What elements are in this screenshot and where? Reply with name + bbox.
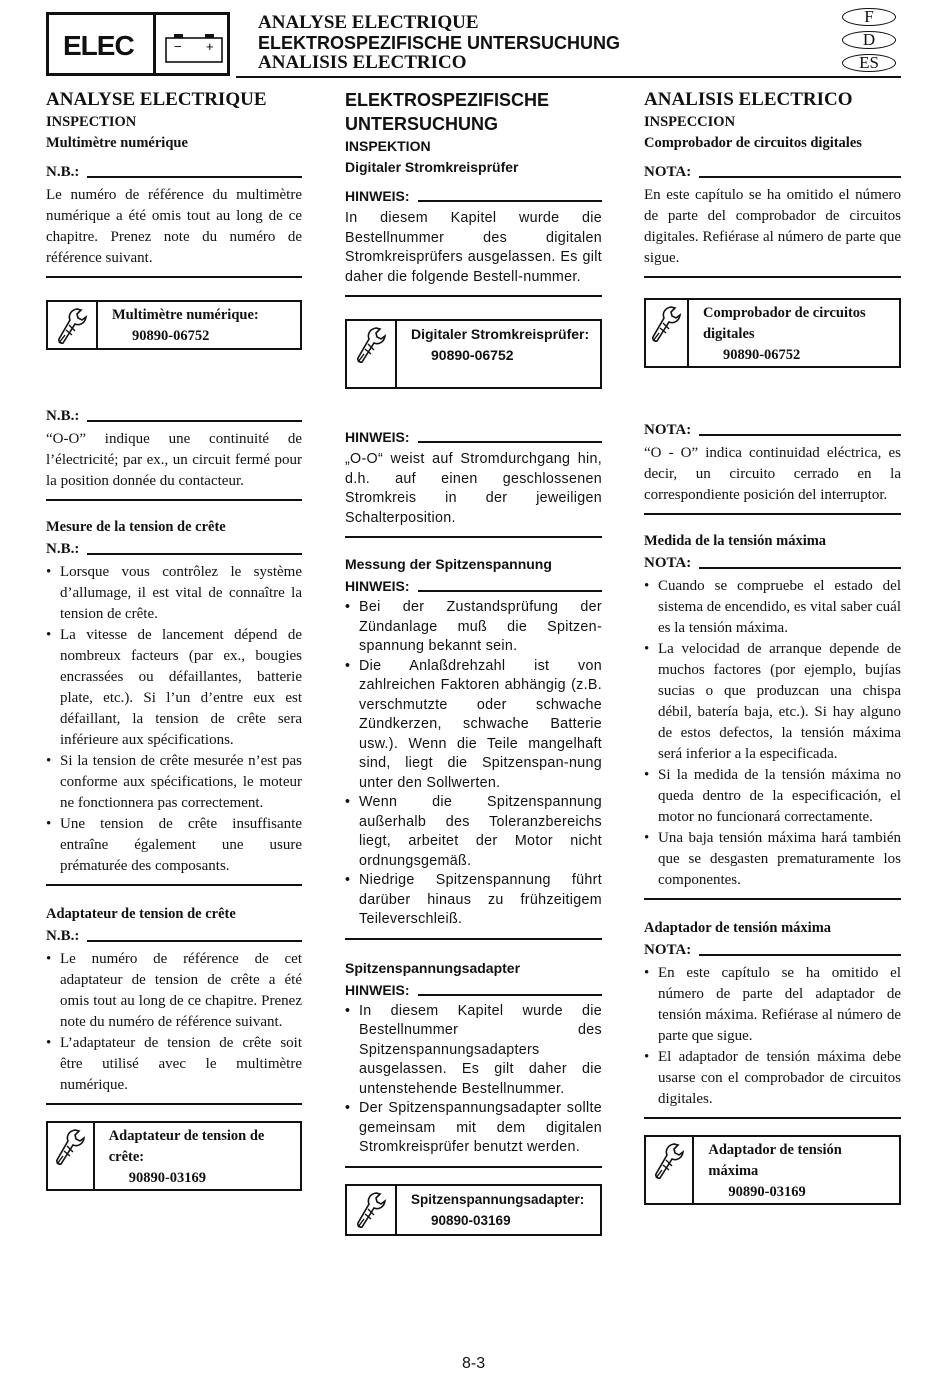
note-end-rule — [644, 513, 901, 515]
tool-box — [46, 300, 302, 350]
list-item: • La vitesse de lancement dépend de nombreux facteurs (par ex., bougies encrassées ou défaillantes, batterie plate, etc.). Si l’un d’entre eux est défaillant, la tension de crête sera inférieure aux spécifications. — [46, 627, 302, 748]
note-text: “O - O” indica continuidad eléctrica, es decir, un circuito cerrado en la correspondiente posición del interruptor. — [644, 445, 901, 503]
note-rule — [418, 441, 602, 443]
list-item: • Cuando se compruebe el estado del sistema de encendido, es vital saber cuál es la tensión máxima. — [644, 578, 901, 636]
list-item: • El adaptador de tensión máxima debe usarse con el comprobador de circuitos digitales. — [644, 1049, 901, 1107]
note-label: NOTA: — [644, 422, 692, 438]
heading-adapter: Adaptateur de tension de crête — [46, 906, 236, 922]
page-number: 8-3 — [462, 1355, 486, 1372]
header-title-de: ELEKTROSPEZIFISCHE UNTERSUCHUNG — [258, 33, 621, 53]
lang-badge-es: ES — [842, 54, 896, 72]
subtitle: Multimètre numérique — [46, 135, 188, 151]
note-label: HINWEIS: — [345, 981, 410, 998]
note-label: N.B.: — [46, 928, 80, 944]
tool-part-number: 90890-03169 — [728, 1184, 806, 1200]
note-rule — [87, 420, 302, 422]
tool-icon-cell — [646, 1137, 694, 1203]
note-end-rule — [345, 295, 602, 297]
tool-part-number: 90890-03169 — [128, 1170, 207, 1186]
list-item: • In diesem Kapitel wurde die Bestellnummer des Spitzenspannungsadapters ausgelassen. Es gilt daher die untenstehende Bestellnummer. — [345, 1002, 602, 1097]
note-header — [46, 539, 302, 559]
list-item: • Le numéro de référence de cet adaptateur de tension de crête a été omis tout au long de ce chapitre. Prenez note du numéro de référence suivant. — [46, 951, 302, 1030]
section-code-box — [46, 12, 230, 76]
list-item: • La velocidad de arranque depende de muchos factores (por ejemplo, bujías sucias o que produzcan una chispa débil, batería baja, etc.). Si hay alguno de estos defectos, la tensión máxima será inferior a la especificada. — [644, 641, 901, 762]
tool-name: Digitaler Stromkreisprüfer: — [411, 326, 590, 342]
note-end-rule — [345, 1166, 602, 1168]
note-label: HINWEIS: — [345, 188, 410, 204]
battery-plus: + — [206, 39, 214, 54]
inspection-label: INSPECTION — [46, 114, 137, 130]
note-end-rule — [46, 276, 302, 278]
heading-peak-voltage: Mesure de la tension de crête — [46, 519, 226, 535]
note-rule — [699, 434, 901, 436]
tool-icon-cell — [48, 302, 98, 348]
note-text: “O-O” indique une continuité de l’électricité; par ex., un circuit fermé pour la position donnée du contacteur. — [46, 431, 302, 489]
tool-box — [345, 1184, 602, 1236]
list-item: • Si la medida de la tensión máxima no queda dentro de la especificación, el motor no funcionará correctamente. — [644, 767, 901, 825]
list-item: • Wenn die Spitzenspannung außerhalb des Toleranzbereichs liegt, arbeitet der Motor nicht ordnungsgemäß. — [345, 794, 602, 869]
note-header — [345, 980, 602, 1000]
note-text: Le numéro de référence du multimètre numérique a été omis tout au long de ce chapitre. Prenez note du numéro de référence suivant. — [46, 187, 302, 266]
note-label: NOTA: — [644, 942, 692, 958]
note-label: NOTA: — [644, 555, 692, 571]
note-end-rule — [46, 884, 302, 886]
list-item: • L’adaptateur de tension de crête soit être utilisé avec le multimètre numérique. — [46, 1035, 302, 1093]
list-item: • Una baja tensión máxima hará también que se desgasten prematuramente los componentes. — [644, 830, 901, 888]
header-titles — [258, 13, 620, 73]
note-rule — [87, 553, 302, 555]
note-rule — [87, 940, 302, 942]
tool-box — [46, 1121, 302, 1191]
tool-name: Spitzenspannungsadapter: — [411, 1191, 585, 1207]
wrench-tool-icon — [652, 1140, 686, 1182]
note-header — [644, 940, 901, 960]
tool-box — [644, 298, 901, 368]
note-label: N.B.: — [46, 164, 80, 180]
note-rule — [418, 200, 602, 202]
list-item: • Une tension de crête insuffisante entraîne également une usure prématurée des composants. — [46, 816, 302, 874]
note-label: N.B.: — [46, 408, 80, 424]
tool-name: Comprobador de circuitos digitales — [702, 305, 866, 342]
tool-part-number: 90890-06752 — [431, 347, 514, 363]
note-header — [644, 162, 901, 182]
list-item: • Niedrige Spitzenspannung führt darüber hinaus zu frühzeitigem Teileverschleiß. — [345, 872, 602, 927]
list-item: • Lorsque vous contrôlez le système d’allumage, il est vital de connaître la tension de crête. — [46, 564, 302, 622]
wrench-tool-icon — [55, 305, 89, 347]
lang-badge-f: F — [842, 8, 896, 26]
note-label: NOTA: — [644, 164, 692, 180]
lang-badge-d: D — [842, 31, 896, 49]
wrench-tool-icon — [354, 1189, 388, 1231]
subtitle: Digitaler Stromkreisprüfer — [345, 159, 519, 175]
note-label: N.B.: — [46, 541, 80, 557]
tool-box — [644, 1135, 901, 1205]
tool-icon-cell — [48, 1123, 95, 1189]
tool-part-number: 90890-06752 — [132, 328, 210, 344]
note-rule — [418, 590, 602, 592]
note-header — [644, 553, 901, 573]
note-end-rule — [644, 276, 901, 278]
battery-minus: − — [174, 39, 182, 54]
list-item: • Bei der Zustandsprüfung der Zündanlage muß die Spitzen-spannung bekannt sein. — [345, 599, 602, 654]
inspection-label: INSPEKTION — [345, 138, 431, 154]
column-de — [345, 88, 602, 1236]
tool-icon-cell — [646, 300, 689, 366]
note-label: HINWEIS: — [345, 429, 410, 445]
note-end-rule — [46, 499, 302, 501]
heading-adapter: Spitzenspannungsadapter — [345, 959, 521, 976]
note-rule — [699, 176, 901, 178]
list-item: • Die Anlaßdrehzahl ist von zahlreichen Faktoren abhängig (z.B. verschmutzte oder schwache Zündkerzen, schwache Batterie usw.). Wenn die Teile mangelhaft sind, liegt die Spitzenspan-nung unter den Sollwerten. — [345, 657, 602, 791]
note-end-rule — [644, 898, 901, 900]
column-es — [644, 88, 901, 1205]
note-rule — [699, 954, 901, 956]
note-rule — [87, 176, 302, 178]
note-end-rule — [345, 536, 602, 538]
tool-box — [345, 319, 602, 389]
section-code: ELEC — [63, 30, 134, 61]
header-title-es: ANALISIS ELECTRICO — [258, 52, 467, 73]
wrench-tool-icon — [354, 324, 388, 366]
wrench-tool-icon — [53, 1126, 87, 1168]
tool-icon-cell — [347, 1186, 397, 1234]
note-header — [345, 427, 602, 447]
note-header — [46, 162, 302, 182]
column-fr — [46, 88, 302, 1191]
subtitle: Comprobador de circuitos digitales — [644, 135, 862, 151]
header-title-fr: ANALYSE ELECTRIQUE — [258, 12, 479, 33]
heading-peak-voltage: Messung der Spitzenspannung — [345, 556, 552, 572]
tool-name: Multimètre numérique: — [112, 307, 259, 323]
tool-part-number: 90890-03169 — [431, 1212, 511, 1228]
tool-part-number: 90890-06752 — [722, 347, 801, 363]
header-divider — [153, 15, 156, 73]
note-rule — [699, 567, 901, 569]
note-header — [46, 406, 302, 426]
heading-adapter: Adaptador de tensión máxima — [644, 920, 832, 936]
section-title: ANALYSE ELECTRIQUE — [46, 89, 267, 110]
note-header — [644, 420, 901, 440]
section-title: ANALISIS ELECTRICO — [644, 89, 853, 110]
note-text: In diesem Kapitel wurde die Bestellnummer des digitalen Stromkreisprüfers ausgelassen. Es gilt daher die folgende Bestell-nummer. — [345, 210, 602, 285]
battery-icon — [165, 33, 223, 63]
list-item: • Si la tension de crête mesurée n’est pas conforme aux spécifications, le moteur ne fonctionnera pas correctement. — [46, 753, 302, 811]
note-end-rule — [345, 938, 602, 940]
tool-name: Adaptador de tensión máxima — [708, 1142, 842, 1179]
inspection-label: INSPECCION — [644, 114, 736, 130]
list-item: • Der Spitzenspannungsadapter sollte gemeinsam mit dem digitalen Stromkreisprüfer benutzt werden. — [345, 1100, 602, 1155]
note-end-rule — [644, 1117, 901, 1119]
note-rule — [418, 994, 602, 996]
header-rule — [236, 76, 901, 78]
note-text: En este capítulo se ha omitido el número de parte del comprobador de circuitos digitales. Refiérase al número de parte que sigue. — [644, 187, 901, 266]
note-header — [345, 576, 602, 596]
section-title: ELEKTROSPEZIFISCHE UNTERSUCHUNG — [345, 90, 550, 134]
note-end-rule — [46, 1103, 302, 1105]
heading-peak-voltage: Medida de la tensión máxima — [644, 533, 827, 549]
note-header — [46, 926, 302, 946]
tool-name: Adaptateur de tension de crête: — [108, 1128, 265, 1165]
list-item: • En este capítulo se ha omitido el número de parte del adaptador de tensión máxima. Refiérase al número de parte que sigue. — [644, 965, 901, 1044]
note-header — [345, 186, 602, 206]
note-text: „O-O“ weist auf Stromdurchgang hin, d.h. auf einen geschlossenen Stromkreis in der jeweiligen Schalterposition. — [345, 451, 602, 526]
wrench-tool-icon — [649, 303, 683, 345]
note-label: HINWEIS: — [345, 578, 410, 594]
tool-icon-cell — [347, 321, 397, 387]
